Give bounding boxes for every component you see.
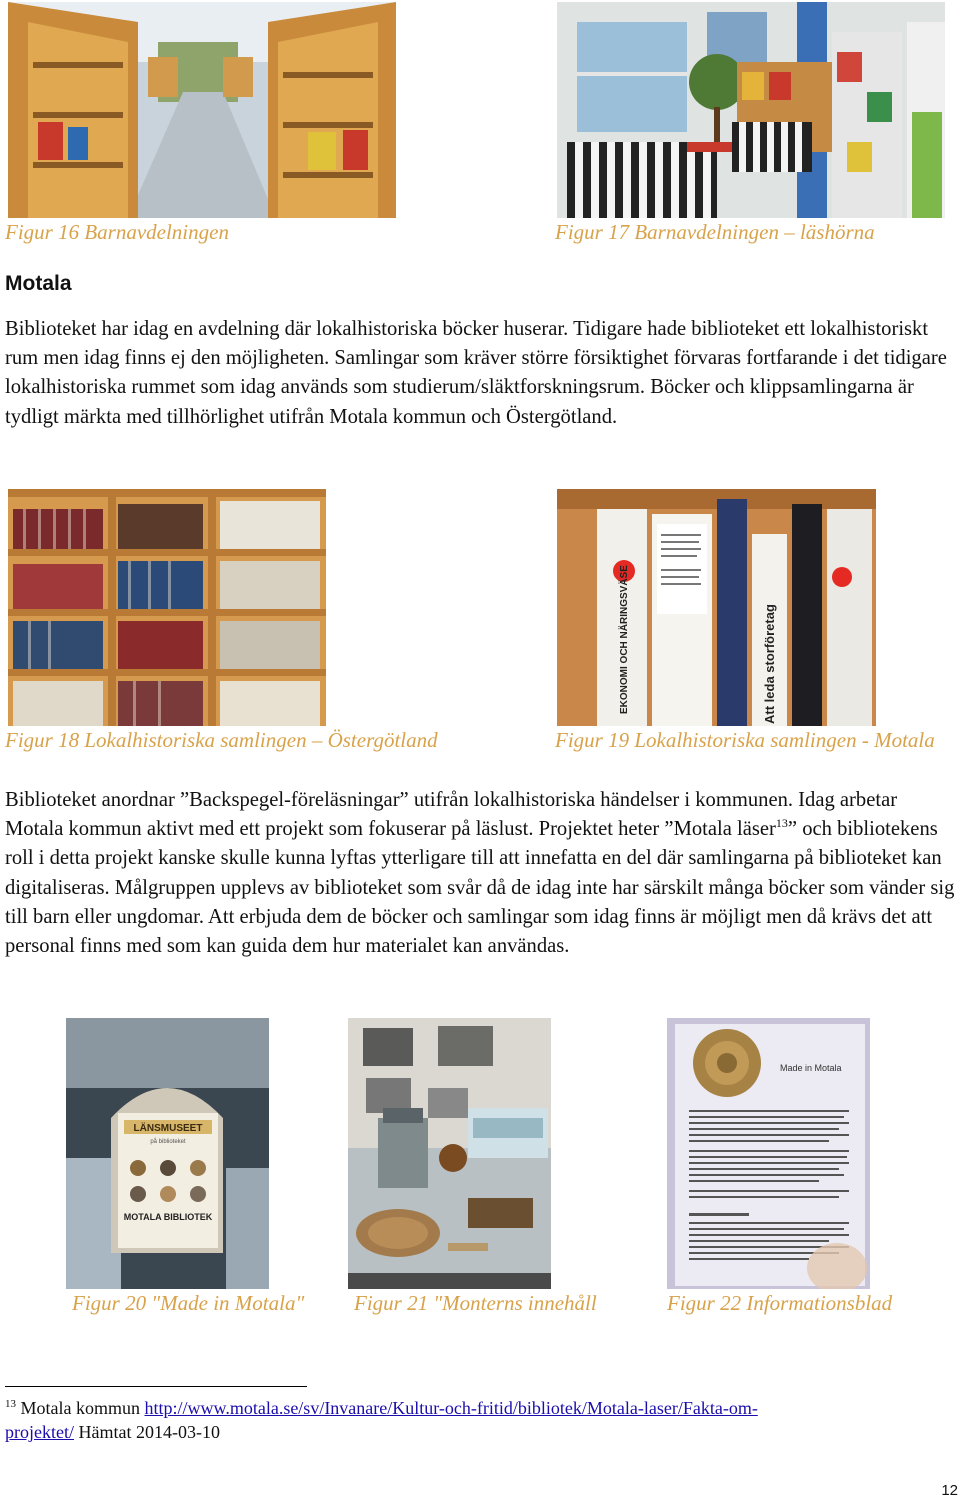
figure-22-caption: Figur 22 Informationsblad [667, 1291, 893, 1315]
paragraph-local-history-department [5, 315, 960, 432]
photo-local-history-ostergotland [8, 489, 326, 726]
photo-display-case-contents [348, 1018, 551, 1289]
sign-title: LÄNSMUSEET [133, 1123, 203, 1134]
photo-children-department [8, 2, 396, 218]
photo-local-history-motala [557, 489, 876, 726]
footnote-retrieved: Hämtat 2014-03-10 [78, 1422, 220, 1442]
page-number: 12 [941, 1482, 958, 1499]
figure-17-caption: Figur 17 Barnavdelningen – läshörna [555, 220, 875, 244]
figure-21-caption: Figur 21 "Monterns innehåll [354, 1291, 597, 1315]
photo-information-sheet [667, 1018, 870, 1289]
figure-18-caption: Figur 18 Lokalhistoriska samlingen – Östergötland [5, 728, 438, 752]
sheet-title: Made in Motala [780, 1063, 842, 1073]
footnote-13 [5, 1396, 945, 1444]
footnote-number: 13 [5, 1398, 16, 1410]
sign-footer: MOTALA BIBLIOTEK [123, 1212, 213, 1222]
figure-16-caption: Figur 16 Barnavdelningen [5, 220, 229, 244]
footnote-reference-13[interactable]: 13 [775, 816, 788, 831]
photo-reading-corner [557, 2, 945, 218]
figure-19-caption: Figur 19 Lokalhistoriska samlingen - Motala [555, 728, 935, 752]
paragraph-2-text-start: Biblioteket anordnar ”Backspegel-föreläsningar” utifrån lokalhistoriska händelser i kommunen. Idag arbetar Motala kommun aktivt med ett projekt som fokuserar på läslust. Projektet heter ”Motala läser [5, 789, 898, 841]
footnote-link[interactable]: http://www.motala.se/sv/Invanare/Kultur-och-fritid/bibliotek/Motala-laser/Fakta-om- projektet/ [5, 1398, 758, 1442]
book-spine-2-label: Att leda storföretag [762, 604, 777, 724]
book-spine-1-label: EKONOMI OCH NÄRINGSVÄSE [619, 565, 630, 714]
paragraph-1-text: Biblioteket har idag en avdelning där lokalhistoriska böcker huserar. Tidigare hade biblioteket ett lokalhistoriskt rum men idag finns ej den möjligheten. Samlingar som kräver större försiktighet förvaras fortfarande i det tidigare lokalhistoriska rummet som idag används som studierum/släktforskningsrum. Böcker och klippsamlingarna är tydligt märkta med tillhörlighet utifrån Motala kommun och Östergötland. [5, 318, 947, 428]
footnote-text: Motala kommun [20, 1398, 140, 1418]
paragraph-2-text-end: ” och bibliotekens roll i detta projekt kanske skulle kunna lyftas ytterligare till att innefatta en del där samlingarna på biblioteket kan digitaliseras. Målgruppen upplevs av biblioteket som svår då de idag inte har särskilt många böcker som vänder sig till barn eller ungdomar. Att erbjuda dem de böcker och samlingar som idag finns är möjligt men då krävs det att personal finns med som kan guida dem hur materialet kan användas. [5, 818, 955, 958]
paragraph-motala-reads-project [5, 786, 960, 961]
section-heading-motala: Motala [5, 272, 72, 295]
photo-made-in-motala [66, 1018, 269, 1289]
footnote-separator [5, 1386, 307, 1387]
figure-20-caption: Figur 20 "Made in Motala" [72, 1291, 305, 1315]
sign-subtitle: på biblioteket [150, 1139, 186, 1145]
